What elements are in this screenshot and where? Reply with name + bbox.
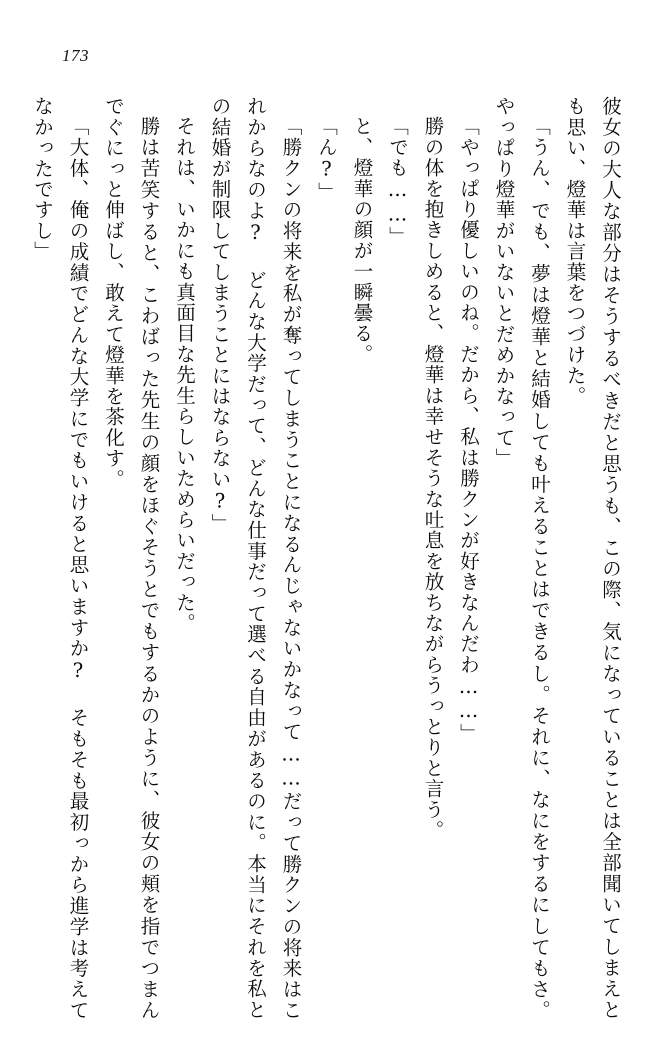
paragraph: 彼女の大人な部分はそうするべきだと思うも、この際、気になっていることは全部聞いてしまえとも思い、燈華は言葉をつづけた。	[563, 96, 622, 1020]
paragraph: それは、いかにも真面目な先生らしいためらいだった。	[173, 115, 196, 633]
paragraph: 「ん?」	[315, 115, 338, 202]
paragraph: 「でも……」	[386, 115, 409, 247]
paragraph: と、燈華の顔が一瞬曇る。	[350, 115, 374, 364]
paragraph: 勝の体を抱きしめると、燈華は幸せそうな吐息を放ちながらうっとりと言う。	[421, 115, 445, 840]
paragraph: 「勝クンの将来を私が奪ってしまうことになるんじゃないかなって……だって勝クンの将来はこれからなのよ? どんな大学だって、どんな仕事だって選べる自由があるのに。本当にそれを私との結婚が制限してしまうことにはならない?」	[208, 96, 303, 1020]
paragraph: 「うん、でも、夢は燈華と結婚しても叶えることはできるし。それに、なにをするにしてもさ。やっぱり燈華がいないとだめかなって」	[492, 96, 551, 1020]
page-number: 173	[62, 46, 89, 65]
paragraph: 勝は苦笑すると、こわばった先生の顔をほぐそうとでもするかのように、彼女の頬を指でつまんでぐにっと伸ばし、敢えて燈華を茶化す。	[102, 96, 161, 1020]
paragraph: 「やっぱり優しいのね。だから、私は勝クンが好きなんだわ……」	[457, 115, 480, 744]
body-text-block	[31, 96, 628, 1020]
paragraph: 「大体、俺の成績でどんな大学にでもいけると思いますか? そもそも最初っから進学は考えてなかったですし」	[31, 96, 90, 1020]
